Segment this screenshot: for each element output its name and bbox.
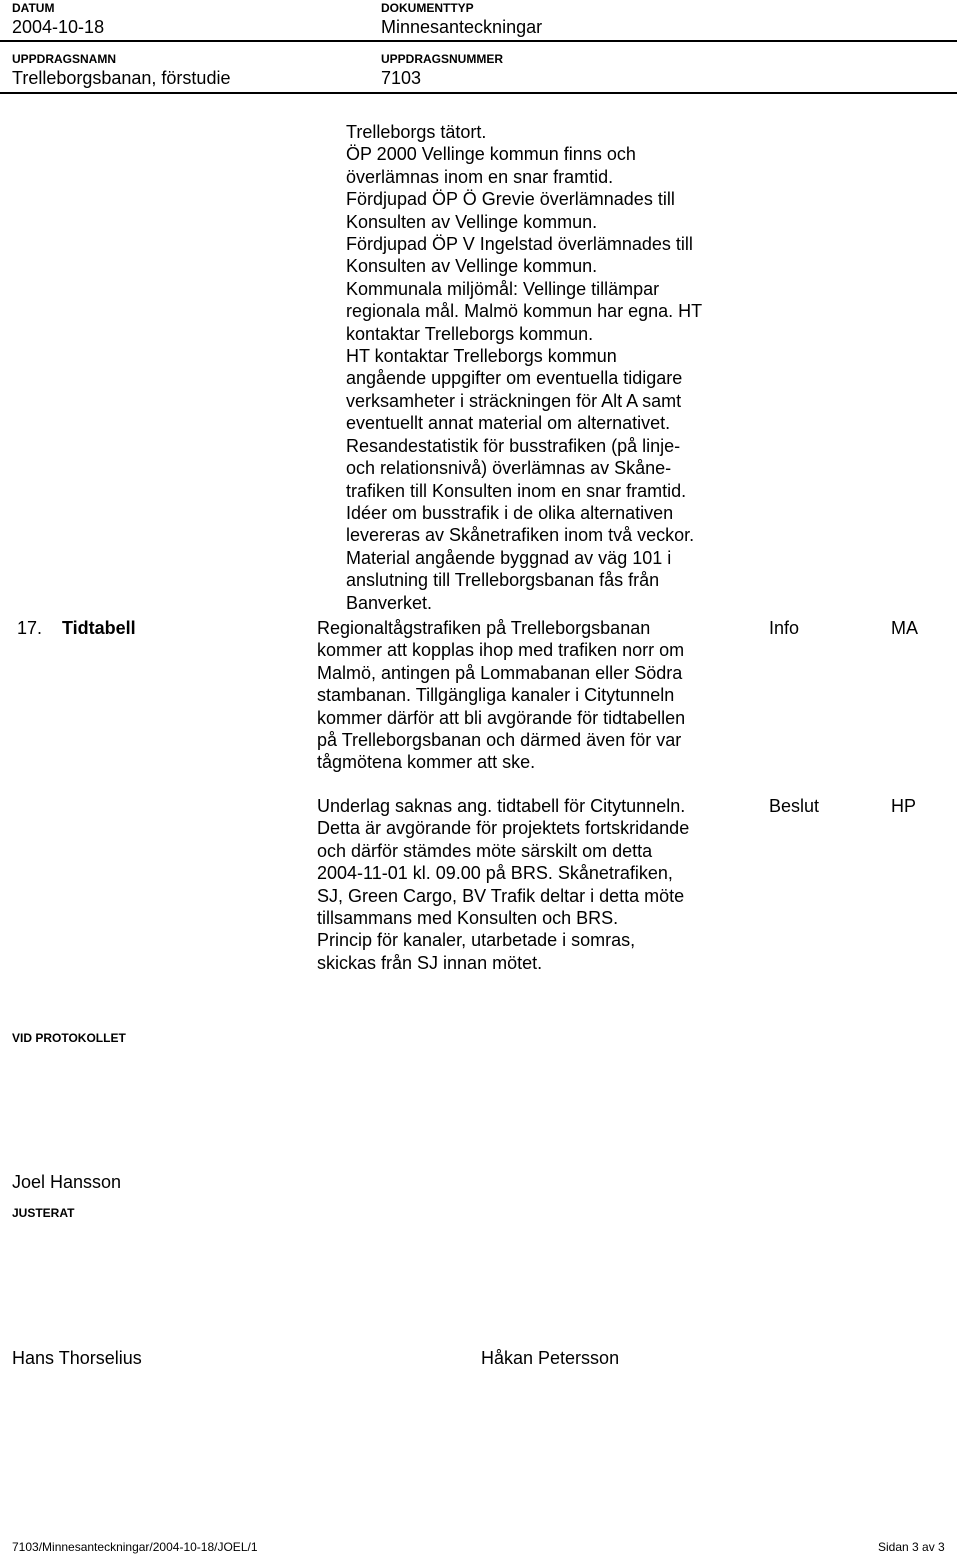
text-line: Konsulten av Vellinge kommun. xyxy=(346,256,598,277)
text-line: Fördjupad ÖP V Ingelstad överlämnades till xyxy=(346,234,693,255)
text-line: eventuellt annat material om alternativet. xyxy=(346,413,671,434)
text-line: Kommunala miljömål: Vellinge tillämpar xyxy=(346,278,660,299)
text-line: tillsammans med Konsulten och BRS. xyxy=(317,908,619,929)
text-line: Regionaltågstrafiken på Trelleborgsbanan xyxy=(317,618,651,638)
text-line: anslutning till Trelleborgsbanan fås från xyxy=(346,570,660,591)
text-line: Konsulten av Vellinge kommun. xyxy=(346,211,598,232)
verifier-name-2: Håkan Petersson xyxy=(481,1348,620,1368)
assignment-name-value: Trelleborgsbanan, förstudie xyxy=(12,68,231,88)
document-type-label: DOKUMENTTYP xyxy=(381,1,474,15)
text-line: Resandestatistik för busstrafiken (på linje- xyxy=(346,435,681,456)
entry-responsible-ma: MA xyxy=(891,618,918,638)
item-entry-decision xyxy=(317,795,757,974)
text-line: och relationsnivå) överlämnas av Skåne- xyxy=(346,458,672,479)
text-line: överlämnas inom en snar framtid. xyxy=(346,166,614,187)
text-line: Underlag saknas ang. tidtabell för Citytunneln. xyxy=(317,796,686,816)
text-line: Idéer om busstrafik i de olika alternativen xyxy=(346,502,674,523)
entry-responsible-hp: HP xyxy=(891,796,917,816)
text-line: kommer att kopplas ihop med trafiken norr om xyxy=(317,640,685,661)
footer-reference: 7103/Minnesanteckningar/2004-10-18/JOEL/1 xyxy=(12,1540,258,1554)
text-line: levereras av Skånetrafiken inom två veckor. xyxy=(346,525,695,546)
text-line: SJ, Green Cargo, BV Trafik deltar i detta möte xyxy=(317,885,685,906)
assignment-number-value: 7103 xyxy=(381,68,422,88)
protocol-signer-name: Joel Hansson xyxy=(12,1172,122,1192)
verifier-name-1: Hans Thorselius xyxy=(12,1348,142,1368)
entry-type-beslut: Beslut xyxy=(769,796,820,816)
date-label: DATUM xyxy=(12,1,55,15)
header-bottom-divider xyxy=(0,92,957,94)
text-line: HT kontaktar Trelleborgs kommun xyxy=(346,346,617,367)
text-line: och därför stämdes möte särskilt om detta xyxy=(317,840,653,861)
item-title: Tidtabell xyxy=(62,618,136,638)
document-type-value: Minnesanteckningar xyxy=(381,17,543,37)
text-line: skickas från SJ innan mötet. xyxy=(317,952,543,973)
footer-page-number: Sidan 3 av 3 xyxy=(878,1540,945,1554)
text-line: Trelleborgs tätort. xyxy=(346,122,487,142)
continued-item-text xyxy=(346,121,766,614)
text-line: kommer därför att bli avgörande för tidtabellen xyxy=(317,707,686,728)
item-entry-info xyxy=(317,617,757,774)
text-line: Fördjupad ÖP Ö Grevie överlämnades till xyxy=(346,189,675,210)
text-line: kontaktar Trelleborgs kommun. xyxy=(346,323,594,344)
text-line: verksamheter i sträckningen för Alt A samt xyxy=(346,390,682,411)
text-line: angående uppgifter om eventuella tidigare xyxy=(346,368,683,389)
text-line: Detta är avgörande för projektets fortskridande xyxy=(317,818,690,839)
item-number: 17. xyxy=(17,618,43,638)
assignment-name-label: UPPDRAGSNAMN xyxy=(12,52,117,66)
text-line: stambanan. Tillgängliga kanaler i Citytunneln xyxy=(317,685,675,706)
text-line: regionala mål. Malmö kommun har egna. HT xyxy=(346,301,703,322)
verified-label: JUSTERAT xyxy=(12,1206,75,1220)
text-line: Material angående byggnad av väg 101 i xyxy=(346,547,672,568)
header-divider xyxy=(0,40,957,42)
text-line: på Trelleborgsbanan och därmed även för var xyxy=(317,730,682,751)
text-line: tågmötena kommer att ske. xyxy=(317,752,536,773)
text-line: ÖP 2000 Vellinge kommun finns och xyxy=(346,144,636,165)
assignment-number-label: UPPDRAGSNUMMER xyxy=(381,52,504,66)
protocol-label: VID PROTOKOLLET xyxy=(12,1031,126,1045)
entry-type-info: Info xyxy=(769,618,800,638)
text-line: Banverket. xyxy=(346,592,433,613)
text-line: 2004-11-01 kl. 09.00 på BRS. Skånetrafiken, xyxy=(317,863,673,884)
text-line: Princip för kanaler, utarbetade i somras, xyxy=(317,930,636,951)
text-line: Malmö, antingen på Lommabanan eller Södra xyxy=(317,662,683,683)
text-line: trafiken till Konsulten inom en snar framtid. xyxy=(346,480,687,501)
date-value: 2004-10-18 xyxy=(12,17,105,37)
